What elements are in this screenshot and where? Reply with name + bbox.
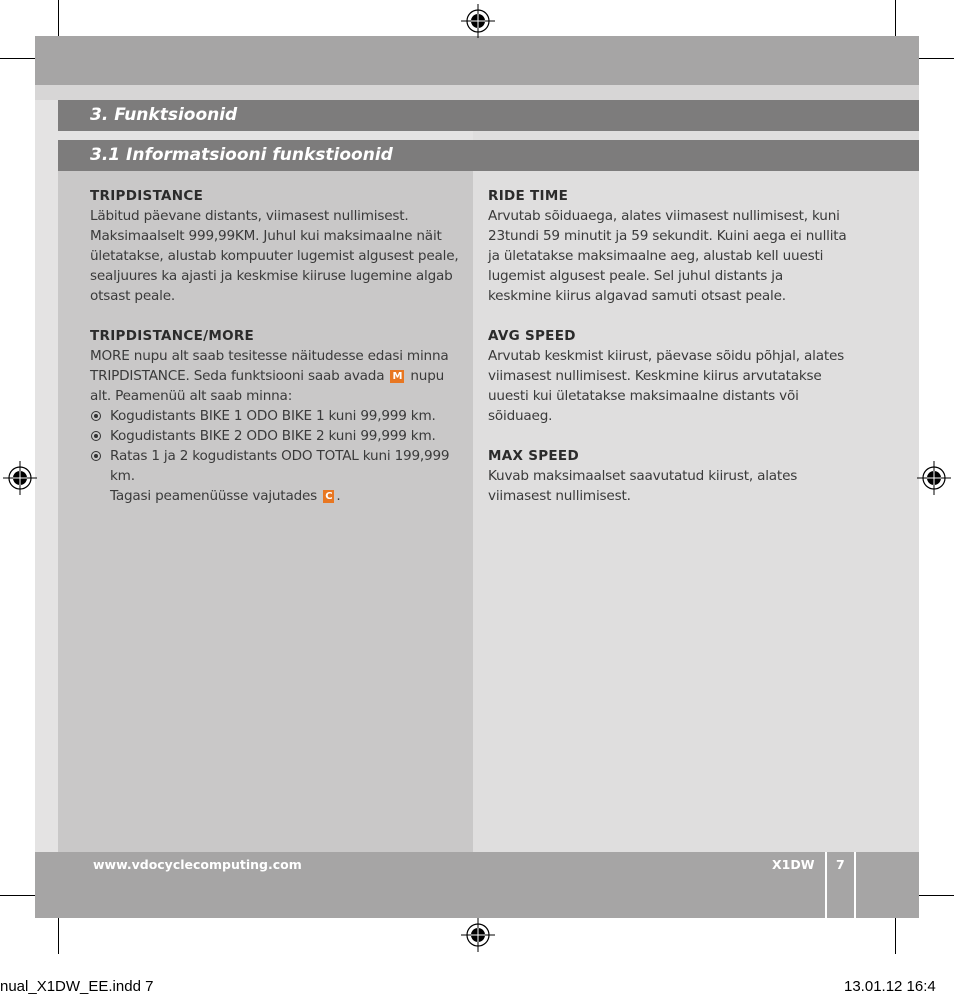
list-item-text: Ratas 1 ja 2 kogudistants ODO TOTAL kuni 199,999 km. bbox=[110, 448, 450, 484]
top-band bbox=[35, 36, 919, 85]
registration-mark-icon bbox=[3, 461, 37, 495]
bullet-icon bbox=[91, 451, 101, 461]
tripdistance-section bbox=[90, 186, 465, 306]
tripdistance-more-title: TRIPDISTANCE/MORE bbox=[90, 328, 255, 344]
registration-mark-icon bbox=[461, 918, 495, 952]
registration-mark-icon bbox=[461, 4, 495, 38]
footer-url-link[interactable]: www.vdocyclecomputing.com bbox=[93, 857, 302, 872]
ride-time-title: RIDE TIME bbox=[488, 188, 569, 204]
list-item bbox=[90, 406, 465, 426]
max-speed-section bbox=[488, 446, 848, 506]
avg-speed-title: AVG SPEED bbox=[488, 328, 576, 344]
avg-speed-body: Arvutab keskmist kiirust, päevase sõidu põhjal, alates viimasest nullimisest. Keskmine kiirus arvutatakse uuesti kui ületatakse maksimaalne distants või sõiduaeg. bbox=[488, 348, 845, 424]
list-item-text: Kogudistants BIKE 1 ODO BIKE 1 kuni 99,999 km. bbox=[110, 408, 436, 424]
tripdistance-more-body-text: MORE nupu alt saab tesitesse näitudesse edasi minna TRIPDISTANCE. Seda funktsiooni saab avada bbox=[90, 348, 449, 384]
chapter-heading: 3. Funktsioonid bbox=[58, 100, 919, 131]
tripdistance-more-body-end: nupu alt. Peamenüü alt saab minna: bbox=[90, 368, 445, 404]
list-item bbox=[90, 426, 465, 446]
footer-divider bbox=[825, 852, 827, 918]
avg-speed-section bbox=[488, 326, 848, 426]
max-speed-body: Kuvab maksimaalset saavutatud kiirust, alates viimasest nullimisest. bbox=[488, 468, 798, 504]
left-column-text bbox=[90, 186, 465, 526]
tripdistance-body: Läbitud päevane distants, viimasest nullimisest. Maksimaalselt 999,99KM. Juhul kui maksimaalne näit ületatakse, alustab kompuuter lugemist algusest peale, sealjuures ka ajasti ja keskmise kiiruse lugemine algab otsast peale. bbox=[90, 208, 459, 304]
bullet-icon bbox=[91, 431, 101, 441]
page-number: 7 bbox=[836, 857, 845, 872]
list-item-text: Kogudistants BIKE 2 ODO BIKE 2 kuni 99,999 km. bbox=[110, 428, 436, 444]
registration-mark-icon bbox=[917, 461, 951, 495]
footer-divider bbox=[854, 852, 856, 918]
tripdistance-more-body bbox=[90, 346, 465, 406]
heading-gap bbox=[58, 131, 919, 140]
bullet-icon bbox=[91, 411, 101, 421]
left-margin bbox=[35, 100, 58, 852]
list-item bbox=[90, 446, 465, 506]
back-instruction-end: . bbox=[336, 488, 341, 504]
footer-model: X1DW bbox=[772, 857, 815, 872]
right-column-text bbox=[488, 186, 848, 526]
m-key-icon: M bbox=[392, 371, 403, 382]
max-speed-title: MAX SPEED bbox=[488, 448, 579, 464]
back-instruction: Tagasi peamenüüsse vajutades bbox=[110, 488, 318, 504]
print-slug-date: 13.01.12 16:4 bbox=[844, 978, 936, 995]
c-key-icon: C bbox=[325, 491, 333, 502]
ride-time-section bbox=[488, 186, 848, 306]
section-heading: 3.1 Informatsiooni funkstioonid bbox=[58, 140, 919, 171]
tripdistance-more-section bbox=[90, 326, 465, 506]
top-strip bbox=[35, 85, 919, 100]
tripdistance-title: TRIPDISTANCE bbox=[90, 188, 204, 204]
ride-time-body: Arvutab sõiduaega, alates viimasest nullimisest, kuni 23tundi 59 minutit ja 59 sekundit. Kuini aega ei nullita ja ületatakse maksimaalne aeg, alustab kell uuesti lugemist algusest peale. Sel juhul distants ja keskmine kiirus algavad samuti otsast peale. bbox=[488, 208, 847, 304]
odo-bullet-list bbox=[90, 406, 465, 506]
print-slug-file: nual_X1DW_EE.indd 7 bbox=[0, 978, 154, 995]
